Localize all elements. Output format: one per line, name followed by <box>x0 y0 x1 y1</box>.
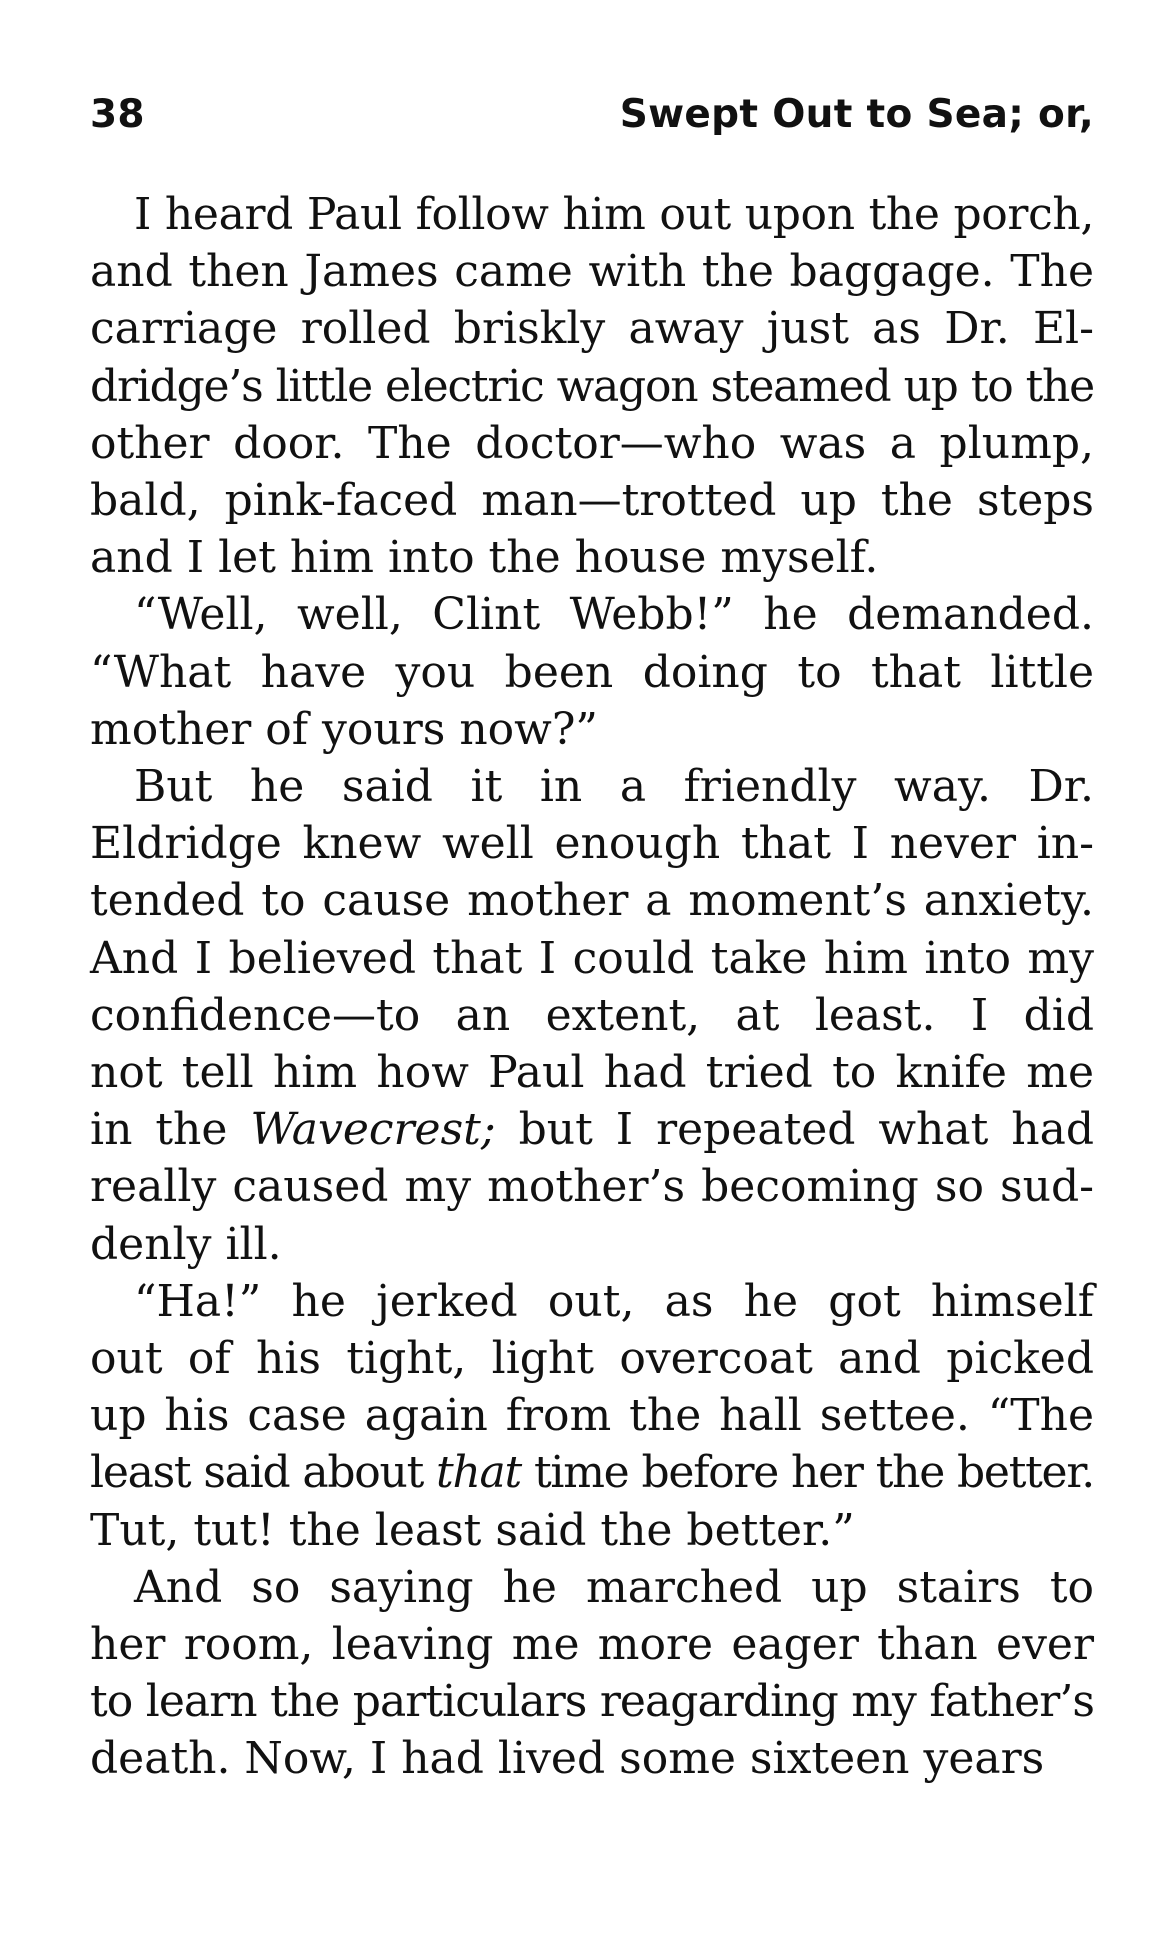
body-text <box>90 186 1094 1788</box>
paragraph <box>90 1559 1094 1788</box>
italic-text: that <box>436 1447 521 1499</box>
text-line <box>90 1044 1094 1101</box>
text-segment: not tell him how Paul had tried to knife me <box>90 1047 1094 1099</box>
text-line <box>90 1330 1094 1387</box>
text-segment: bald, pink-faced man—trotted up the steps <box>90 475 1094 527</box>
page-number: 38 <box>90 92 145 137</box>
text-line <box>90 930 1094 987</box>
text-segment: confidence—to an extent, at least. I did <box>90 989 1094 1041</box>
text-segment: And so saying he marched up stairs to <box>134 1561 1094 1613</box>
text-segment: other door. The doctor—who was a plump, <box>90 417 1094 469</box>
text-segment: “What have you been doing to that little <box>90 646 1094 698</box>
text-segment: really caused my mother’s becoming so sud- <box>90 1161 1094 1213</box>
text-line <box>90 1730 1094 1787</box>
text-segment: in the <box>90 1104 251 1156</box>
text-line <box>90 472 1094 529</box>
text-segment: her room, leaving me more eager than ever <box>90 1619 1094 1671</box>
text-segment: and I let him into the house myself. <box>90 532 879 584</box>
text-segment: “Ha!” he jerked out, as he got himself <box>134 1275 1094 1327</box>
text-segment: And I believed that I could take him into my <box>90 932 1094 984</box>
text-line <box>90 644 1094 701</box>
text-line <box>90 186 1094 243</box>
text-line <box>90 586 1094 643</box>
text-segment: Eldridge knew well enough that I never in- <box>90 818 1094 870</box>
paragraph <box>90 758 1094 1273</box>
paragraph <box>90 586 1094 758</box>
text-line <box>90 1387 1094 1444</box>
text-segment: I heard Paul follow him out upon the porch, <box>134 189 1094 240</box>
text-line <box>90 1502 1094 1559</box>
text-segment: out of his tight, light overcoat and picked <box>90 1333 1094 1385</box>
text-segment: but I repeated what had <box>495 1104 1094 1156</box>
italic-text: Wavecrest; <box>250 1104 496 1156</box>
running-header <box>90 92 1094 137</box>
text-line <box>90 1101 1094 1158</box>
text-line <box>90 1216 1094 1273</box>
text-line <box>90 529 1094 586</box>
text-line <box>90 758 1094 815</box>
text-line <box>90 815 1094 872</box>
text-segment: and then James came with the baggage. The <box>90 246 1094 298</box>
text-line <box>90 1616 1094 1673</box>
text-segment: least said about <box>90 1447 437 1499</box>
text-line <box>90 300 1094 357</box>
text-line <box>90 1559 1094 1616</box>
text-segment: mother of yours now?” <box>90 703 598 755</box>
text-segment: denly ill. <box>90 1218 282 1270</box>
text-segment: to learn the particulars reagarding my father’s <box>90 1676 1094 1728</box>
paragraph <box>90 186 1094 586</box>
text-line <box>90 1673 1094 1730</box>
text-line <box>90 1273 1094 1330</box>
text-segment: time before her the better. <box>520 1447 1095 1499</box>
text-line <box>90 1444 1094 1501</box>
text-line <box>90 872 1094 929</box>
text-line <box>90 701 1094 758</box>
running-title: Swept Out to Sea; or, <box>619 92 1094 137</box>
text-segment: tended to cause mother a moment’s anxiety. <box>90 875 1094 927</box>
text-line <box>90 987 1094 1044</box>
text-segment: death. Now, I had lived some sixteen years <box>90 1733 1045 1785</box>
text-segment: “Well, well, Clint Webb!” he demanded. <box>134 589 1094 641</box>
text-segment: up his case again from the hall settee. “The <box>90 1390 1094 1442</box>
text-segment: But he said it in a friendly way. Dr. <box>134 761 1094 813</box>
text-line <box>90 1158 1094 1215</box>
text-line <box>90 415 1094 472</box>
text-segment: carriage rolled briskly away just as Dr. El- <box>90 303 1094 355</box>
text-segment: Tut, tut! the least said the better.” <box>90 1504 855 1556</box>
paragraph <box>90 1273 1094 1559</box>
text-line <box>90 358 1094 415</box>
text-line <box>90 243 1094 300</box>
text-segment: dridge’s little electric wagon steamed up to the <box>90 360 1094 412</box>
